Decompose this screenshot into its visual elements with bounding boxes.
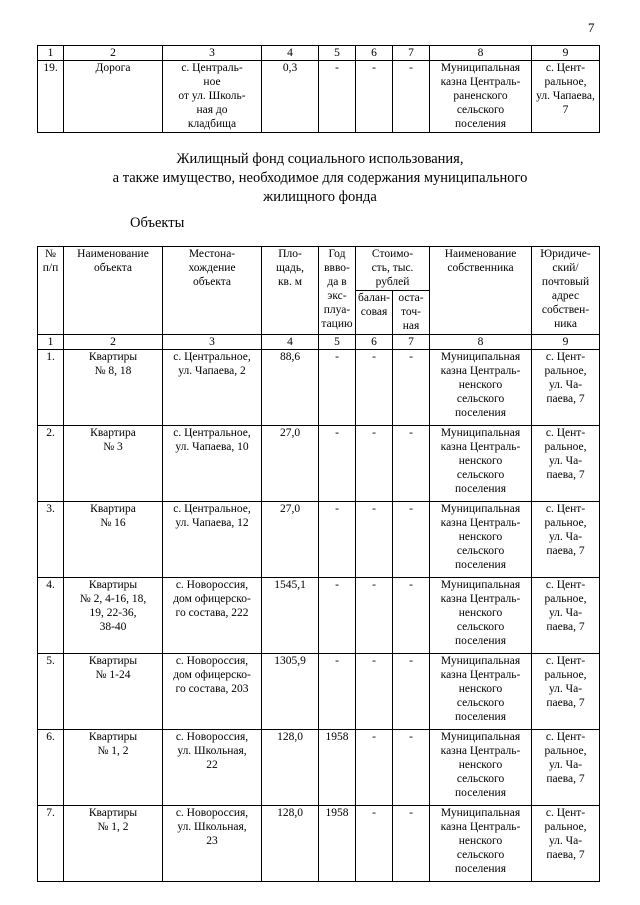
column-number: 1 bbox=[38, 46, 64, 61]
commission-year: - bbox=[319, 502, 356, 578]
object-name: Дорога bbox=[64, 61, 163, 133]
column-number: 5 bbox=[319, 335, 356, 350]
object-location: с. Центральное, ул. Чапаева, 2 bbox=[163, 350, 262, 426]
owner-address: с. Цент- ральное, ул. Ча- паева, 7 bbox=[532, 578, 600, 654]
object-name: Квартира № 3 bbox=[64, 426, 163, 502]
commission-year: 1958 bbox=[319, 730, 356, 806]
object-name: Квартиры № 1, 2 bbox=[64, 730, 163, 806]
page-number: 7 bbox=[588, 20, 595, 35]
table-row bbox=[38, 730, 600, 806]
commission-year: - bbox=[319, 654, 356, 730]
residual-cost: - bbox=[393, 61, 430, 133]
column-number: 4 bbox=[262, 46, 319, 61]
column-number: 4 bbox=[262, 335, 319, 350]
column-number-row bbox=[38, 335, 600, 350]
owner-name: Муниципальная казна Централь- раненского сельского поселения bbox=[430, 61, 532, 133]
owner-address: с. Цент- ральное, ул. Ча- паева, 7 bbox=[532, 502, 600, 578]
balance-cost: - bbox=[356, 426, 393, 502]
owner-name: Муниципальная казна Централь- ненского сельского поселения bbox=[430, 502, 532, 578]
header-balance: балан- совая bbox=[356, 291, 393, 335]
commission-year: - bbox=[319, 61, 356, 133]
table-row bbox=[38, 61, 600, 133]
owner-address: с. Цент- ральное, ул. Ча- паева, 7 bbox=[532, 654, 600, 730]
header-area: Пло- щадь, кв. м bbox=[262, 247, 319, 335]
column-number: 3 bbox=[163, 46, 262, 61]
owner-address: с. Цент- ральное, ул. Чапаева, 7 bbox=[532, 61, 600, 133]
balance-cost: - bbox=[356, 350, 393, 426]
column-number: 7 bbox=[393, 46, 430, 61]
object-location: с. Центральное, ул. Чапаева, 10 bbox=[163, 426, 262, 502]
residual-cost: - bbox=[393, 730, 430, 806]
commission-year: 1958 bbox=[319, 806, 356, 882]
balance-cost: - bbox=[356, 730, 393, 806]
row-number: 7. bbox=[38, 806, 64, 882]
balance-cost: - bbox=[356, 578, 393, 654]
header-owner: Наименование собственника bbox=[430, 247, 532, 335]
header-year: Год ввво- да в экс- плуа- тацию bbox=[319, 247, 356, 335]
column-number: 2 bbox=[64, 335, 163, 350]
owner-name: Муниципальная казна Централь- ненского сельского поселения bbox=[430, 654, 532, 730]
table-row bbox=[38, 502, 600, 578]
object-area: 128,0 bbox=[262, 730, 319, 806]
object-name: Квартира № 16 bbox=[64, 502, 163, 578]
row-number: 6. bbox=[38, 730, 64, 806]
column-number: 7 bbox=[393, 335, 430, 350]
object-area: 1305,9 bbox=[262, 654, 319, 730]
row-number: 2. bbox=[38, 426, 64, 502]
header-cost: Стоимо- сть, тыс. рублей bbox=[356, 247, 430, 291]
housing-objects-table bbox=[37, 246, 600, 882]
object-location: с. Новороссия, ул. Школьная, 22 bbox=[163, 730, 262, 806]
residual-cost: - bbox=[393, 426, 430, 502]
object-name: Квартиры № 1, 2 bbox=[64, 806, 163, 882]
balance-cost: - bbox=[356, 806, 393, 882]
table-row bbox=[38, 578, 600, 654]
commission-year: - bbox=[319, 426, 356, 502]
header-residual: оста- точ- ная bbox=[393, 291, 430, 335]
column-number: 9 bbox=[532, 46, 600, 61]
column-number-row bbox=[38, 46, 600, 61]
object-area: 27,0 bbox=[262, 426, 319, 502]
balance-cost: - bbox=[356, 654, 393, 730]
header-num: № п/п bbox=[38, 247, 64, 335]
row-number: 4. bbox=[38, 578, 64, 654]
column-number: 6 bbox=[356, 46, 393, 61]
header-name: Наименование объекта bbox=[64, 247, 163, 335]
residual-cost: - bbox=[393, 806, 430, 882]
owner-address: с. Цент- ральное, ул. Ча- паева, 7 bbox=[532, 730, 600, 806]
table-continuation bbox=[37, 45, 600, 133]
residual-cost: - bbox=[393, 654, 430, 730]
residual-cost: - bbox=[393, 350, 430, 426]
balance-cost: - bbox=[356, 61, 393, 133]
header-row bbox=[38, 247, 600, 291]
column-number: 3 bbox=[163, 335, 262, 350]
column-number: 8 bbox=[430, 335, 532, 350]
row-number: 5. bbox=[38, 654, 64, 730]
object-location: с. Центральное, ул. Чапаева, 12 bbox=[163, 502, 262, 578]
object-area: 27,0 bbox=[262, 502, 319, 578]
owner-address: с. Цент- ральное, ул. Ча- паева, 7 bbox=[532, 426, 600, 502]
owner-address: с. Цент- ральное, ул. Ча- паева, 7 bbox=[532, 806, 600, 882]
header-location: Местона- хождение объекта bbox=[163, 247, 262, 335]
table-row bbox=[38, 806, 600, 882]
table-row bbox=[38, 350, 600, 426]
subheading-objects: Объекты bbox=[130, 215, 185, 231]
object-name: Квартиры № 2, 4-16, 18, 19, 22-36, 38-40 bbox=[64, 578, 163, 654]
column-number: 8 bbox=[430, 46, 532, 61]
object-area: 88,6 bbox=[262, 350, 319, 426]
commission-year: - bbox=[319, 350, 356, 426]
object-name: Квартиры № 8, 18 bbox=[64, 350, 163, 426]
object-area: 128,0 bbox=[262, 806, 319, 882]
object-location: с. Новороссия, дом офицерско- го состава, 222 bbox=[163, 578, 262, 654]
object-location: с. Новороссия, ул. Школьная, 23 bbox=[163, 806, 262, 882]
owner-name: Муниципальная казна Централь- ненского сельского поселения bbox=[430, 806, 532, 882]
column-number: 2 bbox=[64, 46, 163, 61]
balance-cost: - bbox=[356, 502, 393, 578]
owner-name: Муниципальная казна Централь- ненского сельского поселения bbox=[430, 426, 532, 502]
table-row bbox=[38, 426, 600, 502]
header-address: Юридиче- ский/ почтовый адрес собствен- ника bbox=[532, 247, 600, 335]
owner-name: Муниципальная казна Централь- ненского сельского поселения bbox=[430, 730, 532, 806]
object-area: 1545,1 bbox=[262, 578, 319, 654]
column-number: 9 bbox=[532, 335, 600, 350]
residual-cost: - bbox=[393, 578, 430, 654]
object-area: 0,3 bbox=[262, 61, 319, 133]
table-row bbox=[38, 654, 600, 730]
object-location: с. Централь- ное от ул. Школь- ная до кладбища bbox=[163, 61, 262, 133]
owner-name: Муниципальная казна Централь- ненского сельского поселения bbox=[430, 350, 532, 426]
owner-address: с. Цент- ральное, ул. Ча- паева, 7 bbox=[532, 350, 600, 426]
column-number: 5 bbox=[319, 46, 356, 61]
section-title: Жилищный фонд социального использования, а также имущество, необходимое для содержания муниципального жилищного фонда bbox=[112, 151, 528, 205]
object-location: с. Новороссия, дом офицерско- го состава, 203 bbox=[163, 654, 262, 730]
residual-cost: - bbox=[393, 502, 430, 578]
commission-year: - bbox=[319, 578, 356, 654]
row-number: 3. bbox=[38, 502, 64, 578]
row-number: 1. bbox=[38, 350, 64, 426]
owner-name: Муниципальная казна Централь- ненского сельского поселения bbox=[430, 578, 532, 654]
row-number: 19. bbox=[38, 61, 64, 133]
object-name: Квартиры № 1-24 bbox=[64, 654, 163, 730]
column-number: 6 bbox=[356, 335, 393, 350]
column-number: 1 bbox=[38, 335, 64, 350]
